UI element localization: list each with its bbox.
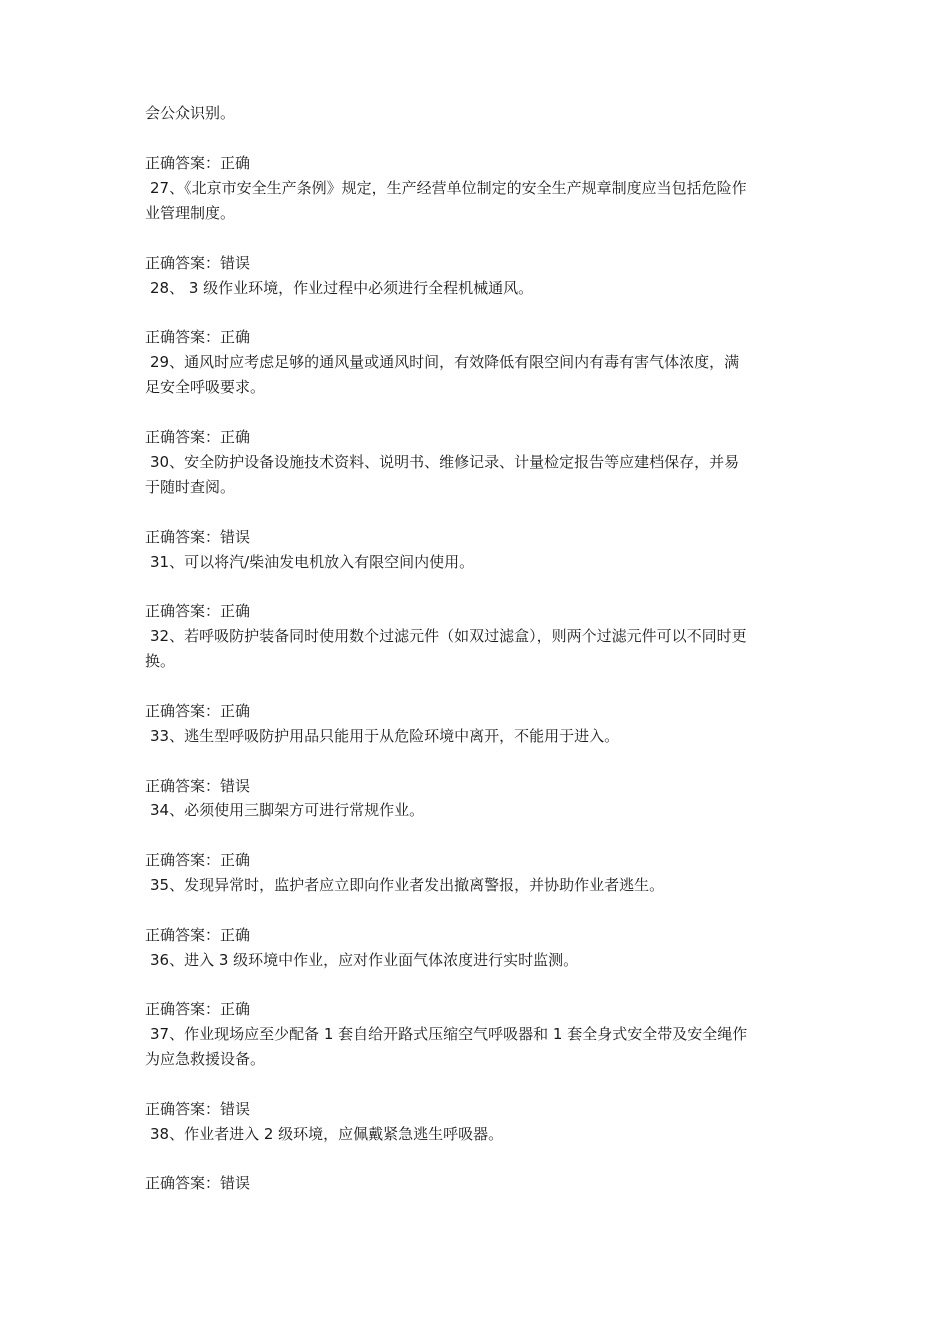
answer-text: 正确答案：正确: [145, 154, 251, 172]
answer-text: 正确答案：错误: [145, 528, 251, 546]
question-text: 37、作业现场应至少配备 1 套自给开路式压缩空气呼吸器和 1 套全身式安全带及安全绳作: [150, 1025, 748, 1043]
question-text: 足安全呼吸要求。: [145, 378, 266, 396]
answer-text: 正确答案：错误: [145, 1174, 251, 1192]
question-text: 34、必须使用三脚架方可进行常规作业。: [150, 801, 425, 819]
answer-text: 正确答案：错误: [145, 254, 251, 272]
question-text: 于随时查阅。: [145, 478, 236, 496]
answer-text: 正确答案：错误: [145, 777, 251, 795]
question-text: 32、若呼吸防护装备同时使用数个过滤元件（如双过滤盒），则两个过滤元件可以不同时更: [150, 627, 747, 645]
answer-text: 正确答案：正确: [145, 926, 251, 944]
intro-text: 会公众识别。: [145, 104, 236, 122]
question-text: 为应急救援设备。: [145, 1050, 266, 1068]
question-text: 28、 3 级作业环境，作业过程中必须进行全程机械通风。: [150, 279, 534, 297]
answer-text: 正确答案：正确: [145, 602, 251, 620]
question-text: 29、通风时应考虑足够的通风量或通风时间，有效降低有限空间内有毒有害气体浓度，满: [150, 353, 740, 371]
answer-text: 正确答案：正确: [145, 1000, 251, 1018]
question-text: 30、安全防护设备设施技术资料、说明书、维修记录、计量检定报告等应建档保存，并易: [150, 453, 740, 471]
answer-text: 正确答案：正确: [145, 328, 251, 346]
answer-text: 正确答案：正确: [145, 851, 251, 869]
answer-text: 正确答案：错误: [145, 1100, 251, 1118]
question-text: 33、逃生型呼吸防护用品只能用于从危险环境中离开，不能用于进入。: [150, 727, 620, 745]
answer-text: 正确答案：正确: [145, 702, 251, 720]
question-text: 换。: [145, 652, 176, 670]
answer-text: 正确答案：正确: [145, 428, 251, 446]
question-text: 27、《北京市安全生产条例》规定，生产经营单位制定的安全生产规章制度应当包括危险作: [150, 179, 747, 197]
question-text: 36、进入 3 级环境中作业，应对作业面气体浓度进行实时监测。: [150, 951, 579, 969]
question-text: 35、发现异常时，监护者应立即向作业者发出撤离警报，并协助作业者逃生。: [150, 876, 665, 894]
question-text: 38、作业者进入 2 级环境，应佩戴紧急逃生呼吸器。: [150, 1125, 504, 1143]
question-text: 31、可以将汽/柴油发电机放入有限空间内使用。: [150, 553, 475, 571]
question-text: 业管理制度。: [145, 204, 236, 222]
